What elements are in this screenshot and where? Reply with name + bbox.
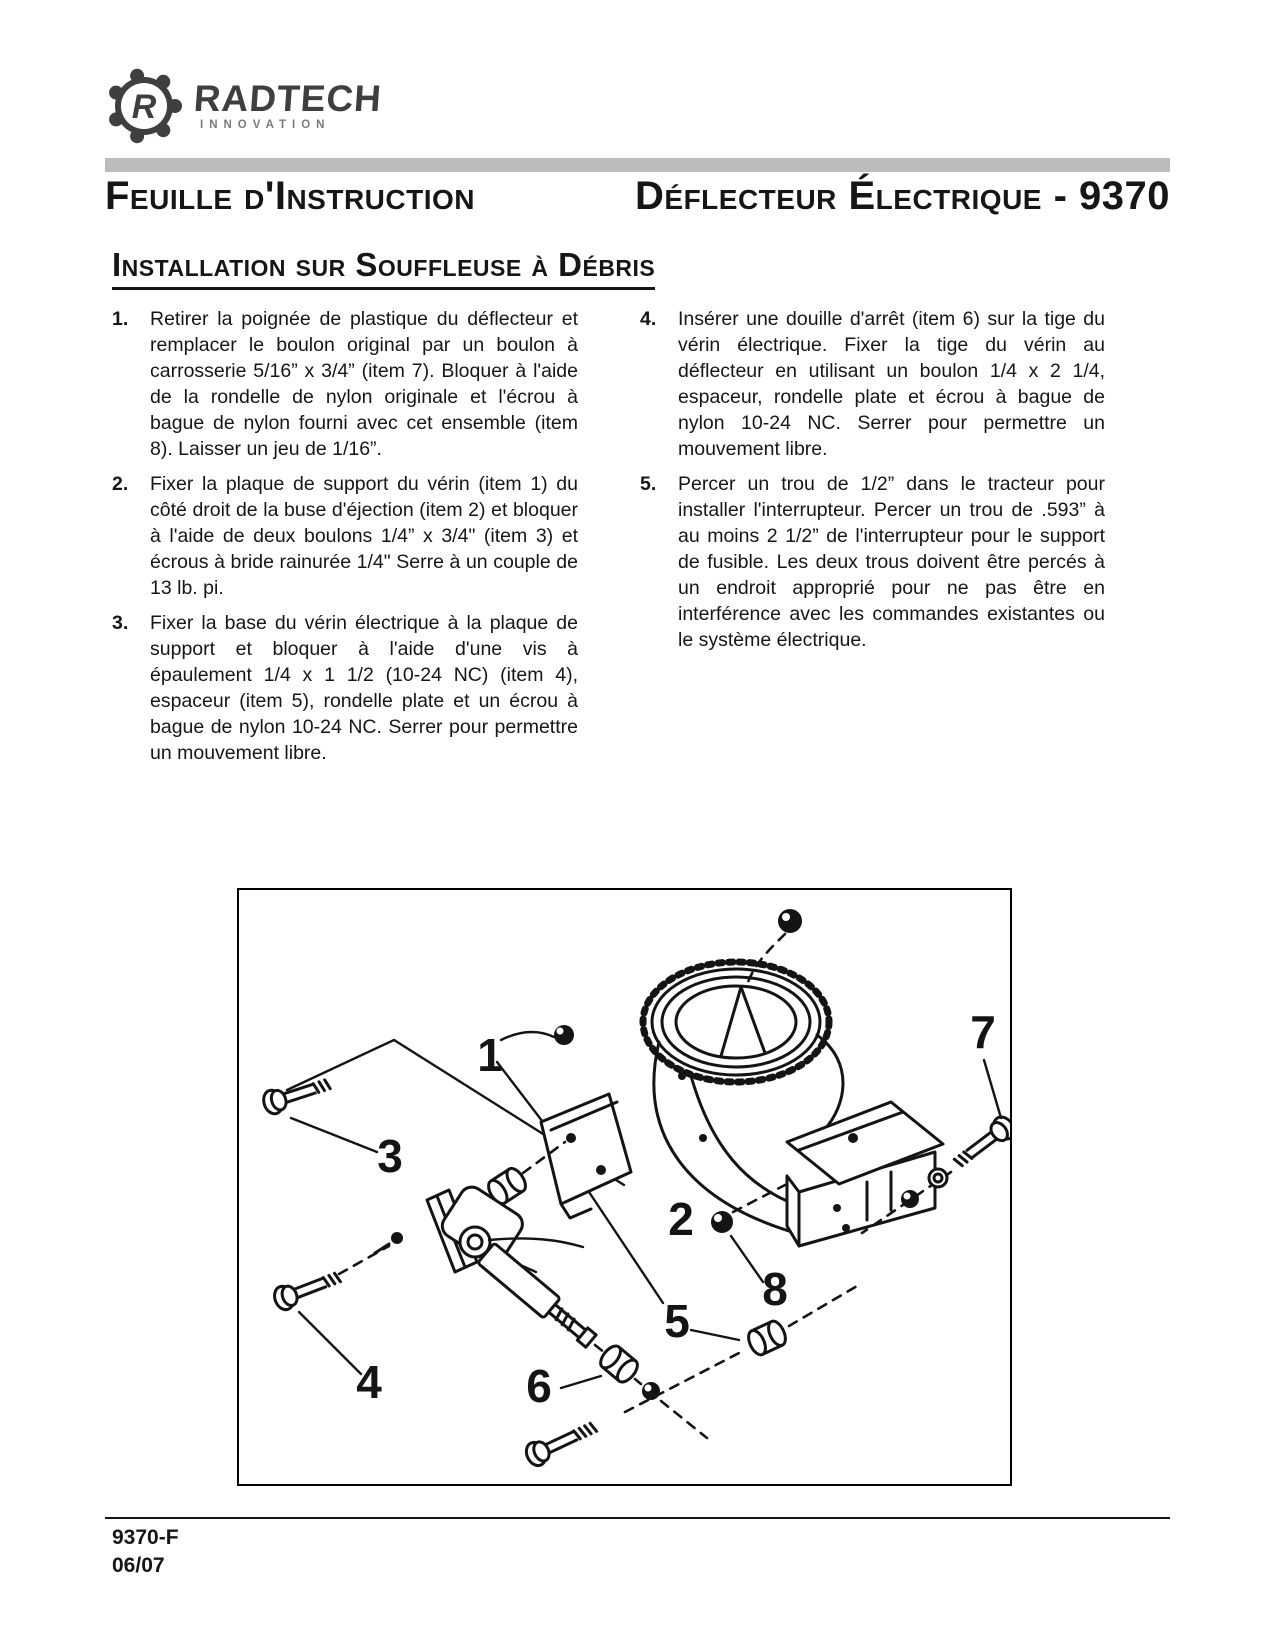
brand-name: RADTECH bbox=[192, 78, 384, 120]
instruction-step-4 bbox=[640, 306, 1105, 462]
rod-nut bbox=[642, 1382, 660, 1400]
radtech-logo bbox=[106, 68, 382, 144]
callout-3: 3 bbox=[377, 1130, 403, 1182]
step-number: 2. bbox=[112, 473, 129, 495]
deflector-bolt-axis-dashed-a bbox=[625, 1352, 741, 1412]
radtech-gear-emblem-icon bbox=[106, 68, 182, 144]
mouth-left-face bbox=[787, 1176, 799, 1246]
callout-2: 2 bbox=[668, 1193, 694, 1245]
step-text: Percer un trou de 1/2” dans le tracteur pour installer l'interrupteur. Percer un trou de .593” à au moins 2 1/2” de l'interrupteur pour le support de fusible. Les deux trous doivent être percés à un endroit approprié pour ne pas être en interférence avec les commandes existantes ou le système électrique. bbox=[678, 473, 1105, 651]
rod-axis-dashed-c bbox=[661, 1401, 707, 1438]
document-code: 9370-F bbox=[112, 1526, 179, 1549]
leader-line-item5 bbox=[691, 1330, 739, 1340]
callout-5: 5 bbox=[664, 1295, 690, 1347]
callout-6: 6 bbox=[526, 1360, 552, 1412]
right-column bbox=[640, 306, 1105, 775]
step-number: 5. bbox=[640, 473, 657, 495]
part-ejection-chute bbox=[643, 909, 843, 1234]
leader-line-item6 bbox=[561, 1376, 601, 1388]
rod-axis-dashed-b bbox=[635, 1379, 641, 1384]
exploded-parts-diagram bbox=[237, 888, 1012, 1486]
instruction-step-1 bbox=[112, 306, 578, 462]
step-number: 3. bbox=[112, 612, 129, 634]
document-date: 06/07 bbox=[112, 1554, 165, 1577]
actuator-cylinder bbox=[478, 1243, 600, 1351]
part-bolt-item7 bbox=[950, 1113, 1010, 1173]
leader-line-item3 bbox=[291, 1118, 377, 1152]
part-bolt-deflector bbox=[523, 1416, 600, 1469]
part-bolt-item3 bbox=[261, 1073, 333, 1117]
nut8-hole bbox=[714, 1214, 722, 1222]
plate-hole-a bbox=[566, 1133, 576, 1143]
brand-tagline: INNOVATION bbox=[200, 119, 331, 132]
callout-1: 1 bbox=[477, 1029, 503, 1081]
chute-bolt-hole-b bbox=[699, 1134, 707, 1142]
support-plate-tab bbox=[561, 1204, 591, 1218]
step-text: Insérer une douille d'arrêt (item 6) sur la tige du vérin électrique. Fixer la tige du vérin au déflecteur en utilisant un boulon 1/4 x 2 1/4, espaceur, rondelle plate et écrou à bague de nylon 10-24 NC. Serrer pour permettre un mouvement libre. bbox=[678, 308, 1105, 460]
step-number: 4. bbox=[640, 308, 657, 330]
part-nut-item8 bbox=[711, 1211, 733, 1233]
callout-8: 8 bbox=[762, 1263, 788, 1315]
step-text: Fixer la plaque de support du vérin (item 1) du côté droit de la buse d'éjection (item 2) et bloquer à l'aide de deux boulons 1/4” x 3/4" (item 3) et écrous à bride rainurée 1/4" Serre à un couple de 13 lb. pi. bbox=[150, 473, 578, 599]
top-nut-hole bbox=[782, 913, 790, 921]
section-heading: Installation sur Souffleuse à Débris bbox=[112, 246, 655, 290]
instruction-step-5 bbox=[640, 471, 1105, 653]
leader-line-item8 bbox=[731, 1236, 763, 1282]
flange-stud bbox=[391, 1232, 403, 1244]
part-spacer-item5 bbox=[745, 1319, 789, 1358]
plate-hole-b bbox=[596, 1165, 606, 1175]
step-number: 1. bbox=[112, 308, 129, 330]
step-text: Fixer la base du vérin électrique à la plaque de support et bloquer à l'aide d'une vis à épaulement 1/4 x 1 1/2 (10-24 NC) (item 4), espaceur (item 5), rondelle plate et un écrou à bague de nylon 10-24 NC. Serrer pour permettre un mouvement libre. bbox=[150, 612, 578, 764]
deflector-bolt-axis-dashed-b bbox=[789, 1286, 857, 1326]
product-title: Déflecteur Électrique - 9370 bbox=[635, 174, 1170, 218]
step-text: Retirer la poignée de plastique du déflecteur et remplacer le boulon original par un boulon à carrosserie 5/16” x 3/4” (item 7). Bloquer à l'aide de la rondelle de nylon originale et l'écrou à bague de nylon fourni avec cet ensemble (item 8). Laisser un jeu de 1/16”. bbox=[150, 308, 578, 460]
part-washer bbox=[929, 1169, 947, 1187]
top-nut bbox=[778, 909, 802, 933]
mouth-hole-b bbox=[842, 1224, 850, 1232]
left-column bbox=[112, 306, 578, 775]
leader-line-item1-a bbox=[501, 1032, 554, 1040]
document-type-title: Feuille d'Instruction bbox=[105, 174, 475, 218]
mouth-hole-a bbox=[833, 1204, 841, 1212]
instruction-columns bbox=[112, 306, 1107, 775]
leader-line-item4 bbox=[299, 1312, 361, 1374]
plate-nut bbox=[554, 1025, 574, 1045]
footer-block bbox=[112, 1524, 179, 1580]
part-deflector-assembly bbox=[787, 1102, 943, 1246]
leader-line-item1-b bbox=[497, 1062, 549, 1130]
part-nut-right bbox=[901, 1190, 919, 1208]
exploded-view-drawing bbox=[239, 890, 1010, 1484]
title-row bbox=[105, 174, 1170, 219]
chute-bolt-hole-a bbox=[678, 1072, 686, 1080]
part-electric-actuator bbox=[375, 1183, 599, 1352]
callout-7: 7 bbox=[970, 1006, 996, 1058]
rod-axis-dashed-a bbox=[595, 1345, 605, 1353]
footer-rule bbox=[105, 1517, 1170, 1519]
nut-right-hole bbox=[904, 1193, 911, 1200]
chute-opening bbox=[676, 986, 796, 1058]
instruction-step-3 bbox=[112, 610, 578, 766]
rod-nut-hole bbox=[645, 1385, 652, 1392]
logo-wordmark bbox=[194, 80, 382, 132]
part-support-plate bbox=[541, 1025, 631, 1218]
header-divider-bar bbox=[105, 158, 1170, 172]
plate-nut-hole bbox=[557, 1028, 564, 1035]
instruction-step-2 bbox=[112, 471, 578, 601]
emblem-letter: R bbox=[131, 88, 157, 126]
callout-4: 4 bbox=[356, 1356, 382, 1408]
part-bolt-item4 bbox=[271, 1266, 343, 1313]
deflector-handle-hole bbox=[848, 1133, 858, 1143]
leader-line-item7 bbox=[984, 1060, 1001, 1118]
